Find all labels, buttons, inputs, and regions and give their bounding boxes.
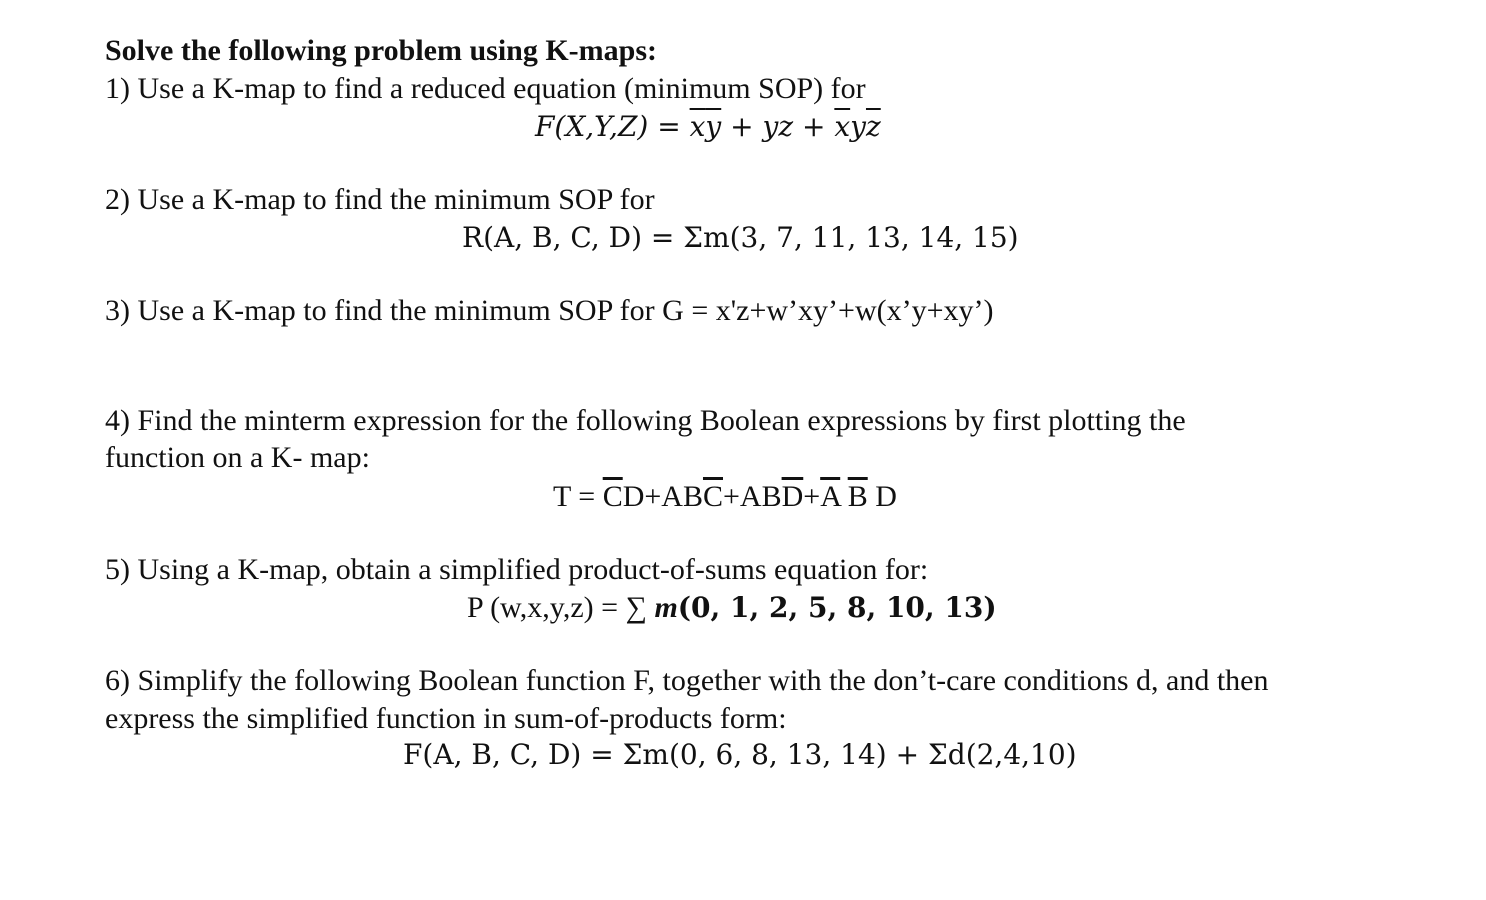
eq1-term-yz: yz [762,110,794,143]
eq4-plus-ab: +AB [723,480,782,513]
eq4-d-plus-ab: D+AB [622,480,703,513]
problem-1-equation [535,109,881,145]
eq4-bbar: $\overline{B}$ [847,480,868,513]
eq1-y: y [850,110,866,143]
eq4-cbar-1: $\overline{C}$ [602,480,623,513]
eq4-abar: $\overline{A}$ [820,480,841,513]
problem-6-text-line-1: 6) Simplify the following Boolean function F, together with the don’t-care conditions d, and then [105,664,1269,697]
problem-4-text-line-2: function on a K- map: [105,441,370,474]
eq1-lhs: F(X,Y,Z) [535,110,649,143]
eq5-prefix: P (w,x,y,z) = ∑ [467,591,655,624]
eq4-prefix: T = [553,480,603,513]
eq5-minterm-list: (0, 1, 2, 5, 8, 10, 13) [677,591,997,624]
eq1-plus-2: + [793,110,835,143]
eq4-space-1 [840,480,848,513]
problem-1-text: 1) Use a K-map to find a reduced equation (minimum SOP) for [105,72,866,105]
eq4-plus: + [803,480,821,513]
problem-3-text: 3) Use a K-map to find the minimum SOP for G = x'z+w’xy’+w(x’y+xy’) [105,294,994,327]
problem-5-equation [467,590,997,626]
eq1-xbar-2: $\overline{x}$ [834,110,851,143]
eq4-dbar: $\overline{D}$ [781,480,804,513]
problem-4-text-line-1: 4) Find the minterm expression for the following Boolean expressions by first plotting the [105,404,1186,437]
eq1-plus-1: + [721,110,763,143]
eq5-m: m [654,591,678,624]
problem-2-equation: R(A, B, C, D) = Σm(3, 7, 11, 13, 14, 15) [462,221,1019,254]
problem-4-equation [553,479,897,515]
eq4-d: D [875,480,897,513]
problem-6-text-line-2: express the simplified function in sum-of-products form: [105,702,787,735]
eq1-zbar: $\overline{z}$ [865,110,881,143]
eq1-equals: = [648,110,690,143]
problem-5-text: 5) Using a K-map, obtain a simplified product-of-sums equation for: [105,553,929,586]
eq1-xbar-1: $\overline{x}$ [689,110,706,143]
sheet-heading: Solve the following problem using K-maps: [105,34,657,67]
eq4-cbar-2: $\overline{C}$ [702,480,723,513]
problem-6-equation: F(A, B, C, D) = Σm(0, 6, 8, 13, 14) + Σd(2,4,10) [403,738,1077,771]
problem-2-text: 2) Use a K-map to find the minimum SOP for [105,183,655,216]
eq1-ybar-1: $\overline{y}$ [705,110,722,143]
